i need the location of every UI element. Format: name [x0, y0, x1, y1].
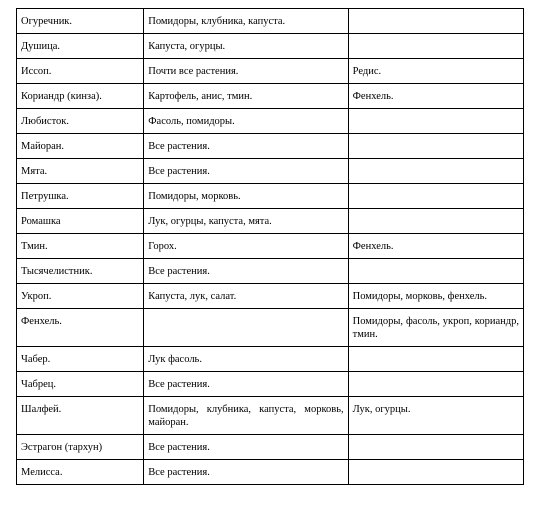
bad-neighbors-cell: Редис.	[348, 59, 523, 84]
table-row	[17, 460, 524, 485]
good-neighbors-cell	[144, 309, 348, 347]
plant-cell: Мята.	[17, 159, 144, 184]
table-row	[17, 259, 524, 284]
plant-cell: Фенхель.	[17, 309, 144, 347]
plant-cell: Любисток.	[17, 109, 144, 134]
good-neighbors-cell: Все растения.	[144, 435, 348, 460]
bad-neighbors-cell	[348, 372, 523, 397]
bad-neighbors-cell: Фенхель.	[348, 234, 523, 259]
good-neighbors-cell: Все растения.	[144, 259, 348, 284]
table-row	[17, 109, 524, 134]
bad-neighbors-cell	[348, 259, 523, 284]
good-neighbors-cell: Помидоры, морковь.	[144, 184, 348, 209]
bad-neighbors-cell: Помидоры, фасоль, укроп, кориандр, тмин.	[348, 309, 523, 347]
good-neighbors-cell: Все растения.	[144, 159, 348, 184]
plant-cell: Эстрагон (тархун)	[17, 435, 144, 460]
plant-cell: Петрушка.	[17, 184, 144, 209]
table-row	[17, 347, 524, 372]
plant-cell: Кориандр (кинза).	[17, 84, 144, 109]
good-neighbors-cell: Помидоры, клубника, капуста, морковь, майоран.	[144, 397, 348, 435]
bad-neighbors-cell	[348, 460, 523, 485]
plant-cell: Огуречник.	[17, 9, 144, 34]
plant-cell: Майоран.	[17, 134, 144, 159]
good-neighbors-cell: Капуста, огурцы.	[144, 34, 348, 59]
table-row	[17, 209, 524, 234]
plant-cell: Мелисса.	[17, 460, 144, 485]
table-row	[17, 134, 524, 159]
plant-cell: Тысячелистник.	[17, 259, 144, 284]
bad-neighbors-cell	[348, 159, 523, 184]
table-row	[17, 84, 524, 109]
plant-cell: Чабрец.	[17, 372, 144, 397]
table-row	[17, 34, 524, 59]
good-neighbors-cell: Лук, огурцы, капуста, мята.	[144, 209, 348, 234]
good-neighbors-cell: Горох.	[144, 234, 348, 259]
table-row	[17, 234, 524, 259]
table-row	[17, 309, 524, 347]
bad-neighbors-cell	[348, 134, 523, 159]
good-neighbors-cell: Все растения.	[144, 372, 348, 397]
companion-plants-table	[16, 8, 524, 485]
table-row	[17, 184, 524, 209]
bad-neighbors-cell: Фенхель.	[348, 84, 523, 109]
plant-cell: Чабер.	[17, 347, 144, 372]
plant-cell: Иссоп.	[17, 59, 144, 84]
plant-cell: Тмин.	[17, 234, 144, 259]
bad-neighbors-cell	[348, 9, 523, 34]
good-neighbors-cell: Все растения.	[144, 460, 348, 485]
plant-cell: Ромашка	[17, 209, 144, 234]
bad-neighbors-cell: Лук, огурцы.	[348, 397, 523, 435]
good-neighbors-cell: Лук фасоль.	[144, 347, 348, 372]
good-neighbors-cell: Помидоры, клубника, капуста.	[144, 9, 348, 34]
bad-neighbors-cell	[348, 184, 523, 209]
table-row	[17, 284, 524, 309]
table-row	[17, 159, 524, 184]
plant-cell: Укроп.	[17, 284, 144, 309]
bad-neighbors-cell	[348, 34, 523, 59]
good-neighbors-cell: Все растения.	[144, 134, 348, 159]
bad-neighbors-cell: Помидоры, морковь, фенхель.	[348, 284, 523, 309]
good-neighbors-cell: Фасоль, помидоры.	[144, 109, 348, 134]
table-row	[17, 435, 524, 460]
table-row	[17, 59, 524, 84]
bad-neighbors-cell	[348, 109, 523, 134]
good-neighbors-cell: Картофель, анис, тмин.	[144, 84, 348, 109]
bad-neighbors-cell	[348, 435, 523, 460]
plant-cell: Душица.	[17, 34, 144, 59]
table-row	[17, 397, 524, 435]
good-neighbors-cell: Почти все растения.	[144, 59, 348, 84]
table-row	[17, 372, 524, 397]
plant-cell: Шалфей.	[17, 397, 144, 435]
table-row	[17, 9, 524, 34]
bad-neighbors-cell	[348, 347, 523, 372]
bad-neighbors-cell	[348, 209, 523, 234]
good-neighbors-cell: Капуста, лук, салат.	[144, 284, 348, 309]
table-body	[17, 9, 524, 485]
